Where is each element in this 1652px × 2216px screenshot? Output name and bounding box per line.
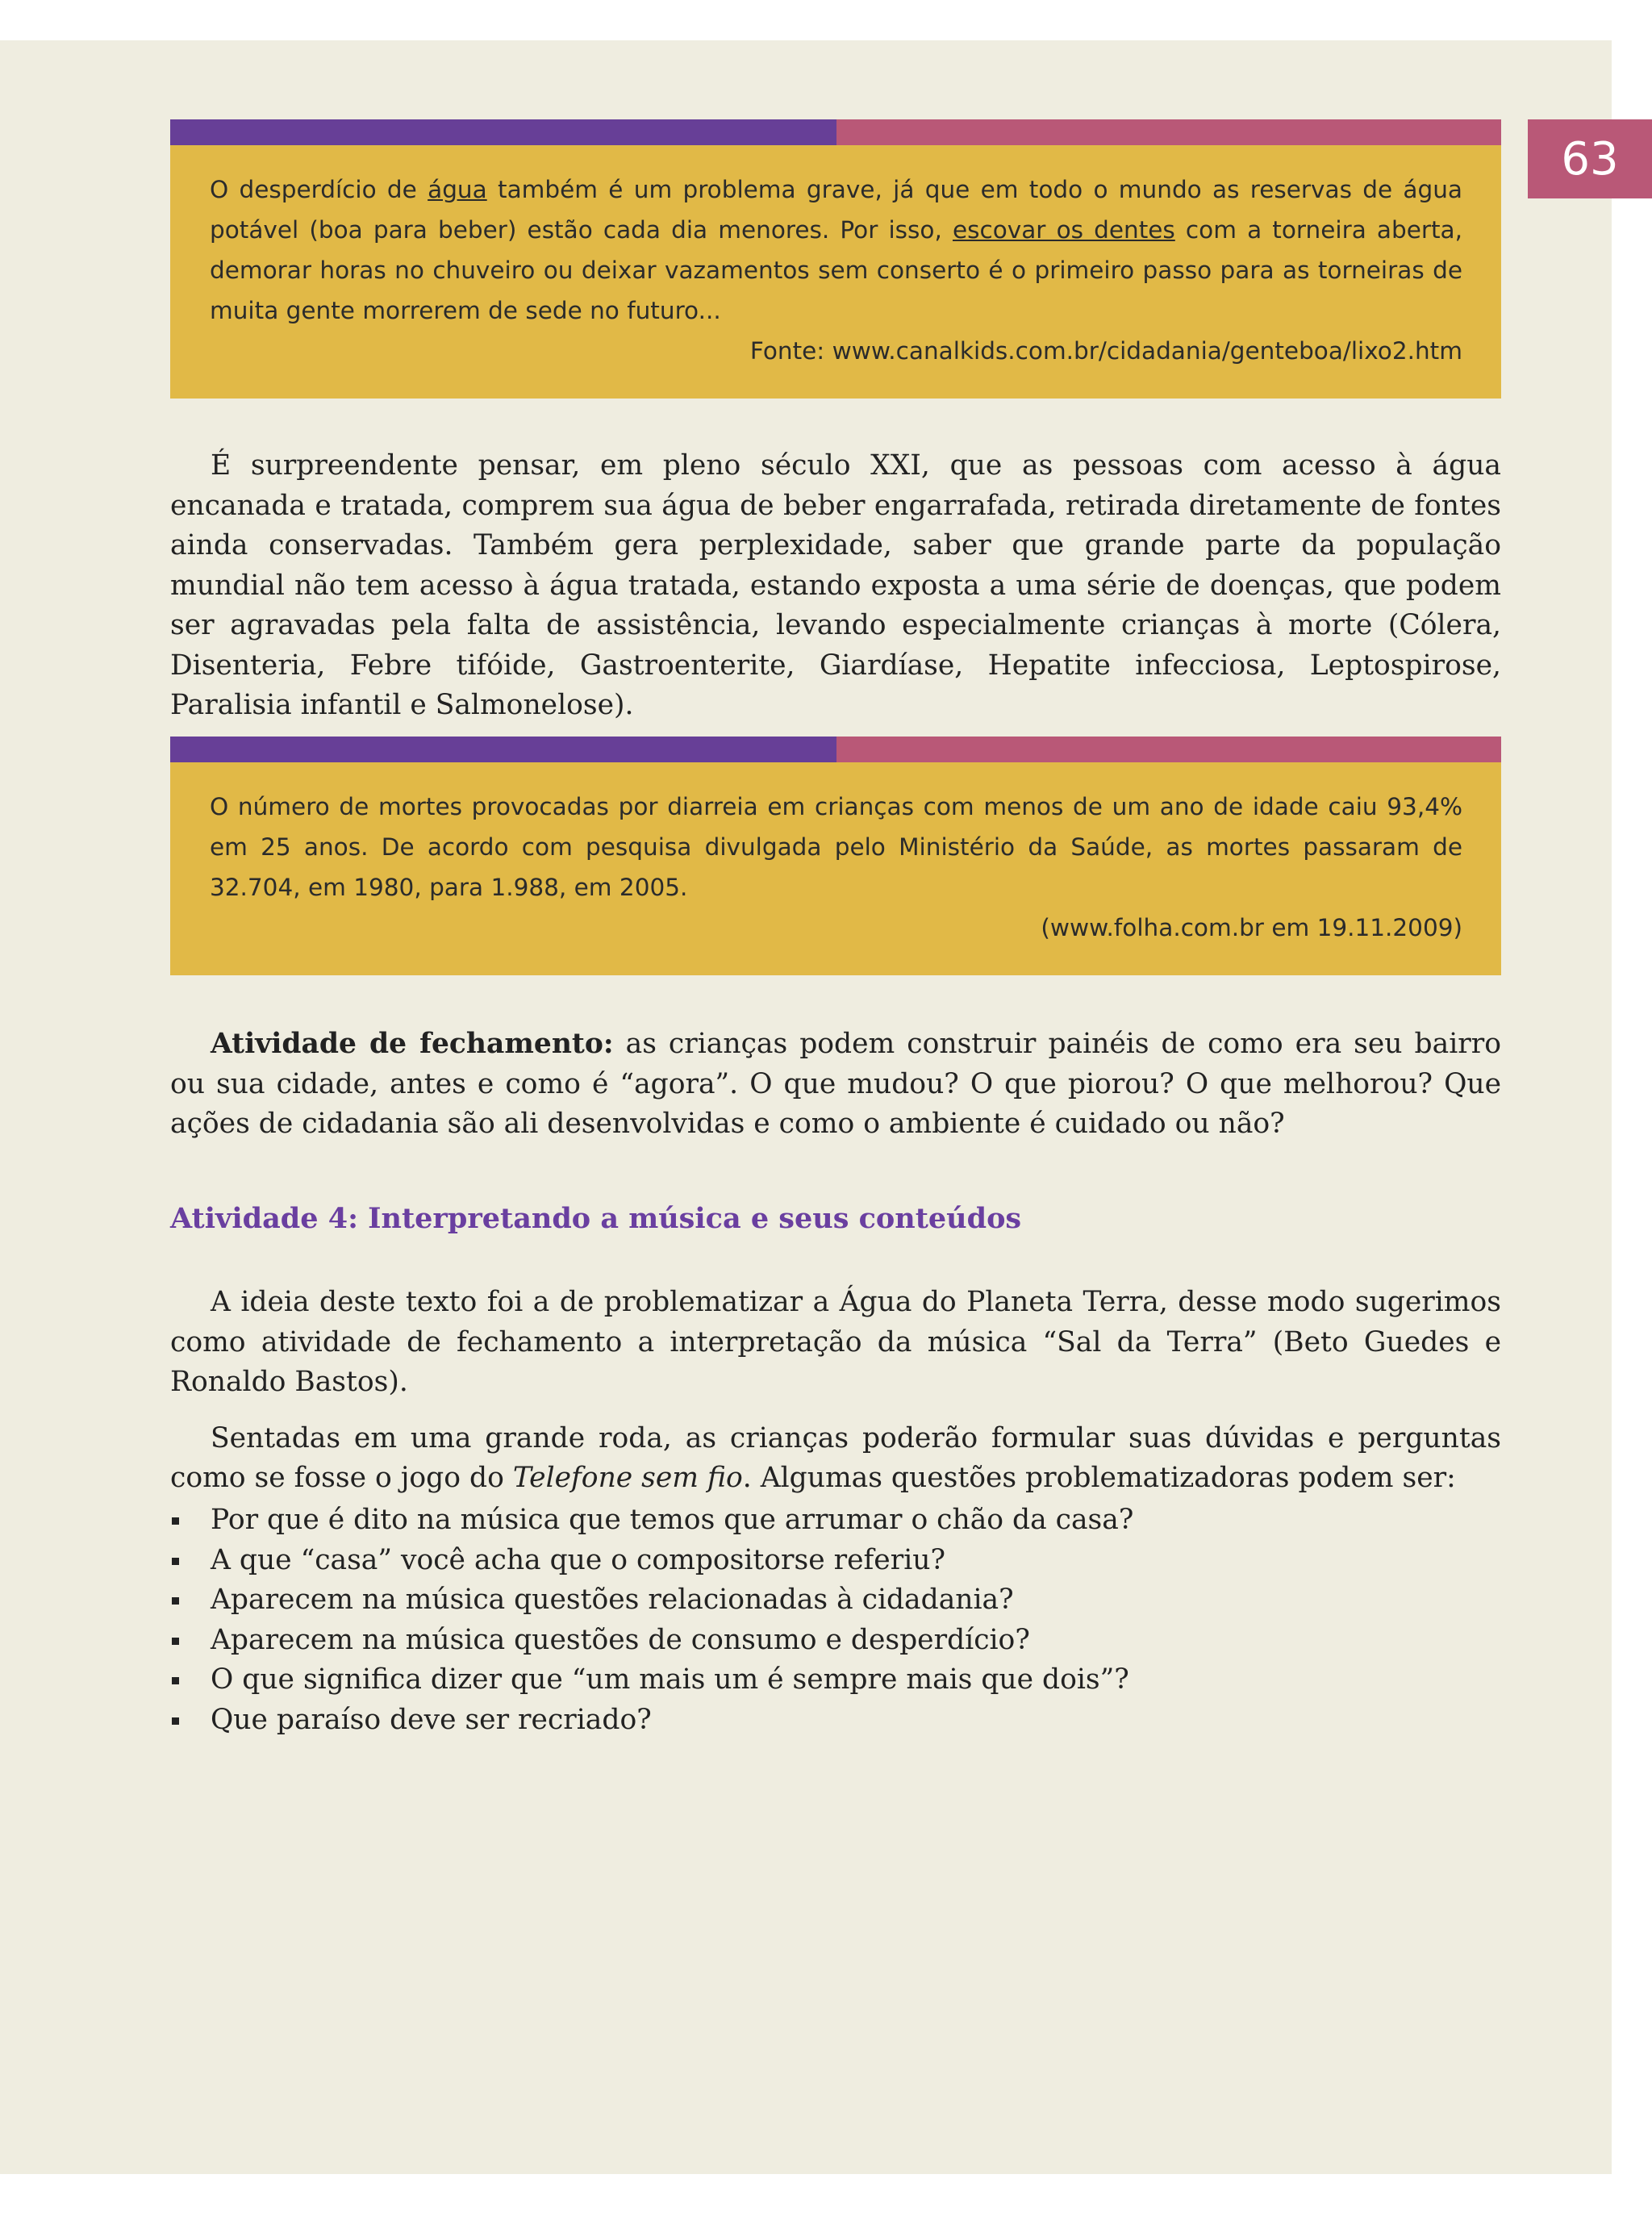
box-source: Fonte: www.canalkids.com.br/cidadania/genteboa/lixo2.htm (749, 337, 1462, 365)
list-item (170, 1621, 1501, 1661)
list-item (170, 1660, 1501, 1701)
box-text-part: com a torneira aberta, demorar horas no chuveiro ou deixar vazamentos sem conserto é o primeiro passo para as torneiras de muita gente morrerem de sede no futuro... (210, 216, 1463, 324)
paragraph-text: A ideia deste texto foi a de problematizar a Água do Planeta Terra, desse modo sugerimos como atividade de fechamento a interpretação da música “Sal da Terra” (Beto Guedes e Ronaldo Bastos). (170, 1286, 1501, 1398)
water-waste-box (170, 119, 1501, 399)
question-text: Aparecem na música questões de consumo e desperdício? (211, 1623, 1030, 1656)
link-agua[interactable]: água (428, 176, 487, 203)
list-item (170, 1580, 1501, 1621)
closing-activity (170, 1025, 1501, 1145)
paragraph-part: . Algumas questões problematizadoras podem ser: (742, 1462, 1456, 1494)
question-text: A que “casa” você acha que o compositorse referiu? (211, 1543, 945, 1576)
link-escovar-os-dentes[interactable]: escovar os dentes (952, 216, 1175, 244)
questions-list (170, 1500, 1501, 1740)
bullet-icon (172, 1677, 179, 1684)
box-text (210, 169, 1462, 331)
question-text: O que significa dizer que “um mais um é sempre mais que dois”? (211, 1663, 1129, 1696)
activity-4-body (170, 1283, 1501, 1499)
box-body (170, 145, 1501, 399)
paragraph-text (170, 1419, 1501, 1499)
box-header-bar (170, 737, 1501, 762)
paragraph-bottled-water (170, 446, 1501, 726)
bar-purple-segment (170, 737, 836, 762)
bullet-icon (172, 1558, 179, 1565)
bar-pink-segment (836, 737, 1501, 762)
question-text: Que paraíso deve ser recriado? (211, 1703, 652, 1736)
bullet-icon (172, 1517, 179, 1525)
bar-purple-segment (170, 119, 836, 145)
box-text-part: O desperdício de (210, 176, 428, 203)
question-text: Por que é dito na música que temos que arrumar o chão da casa? (211, 1504, 1134, 1536)
box-source: (www.folha.com.br em 19.11.2009) (1041, 914, 1462, 941)
game-name: Telefone sem fio (512, 1462, 743, 1494)
bullet-icon (172, 1597, 179, 1605)
box-header-bar (170, 119, 1501, 145)
bar-pink-segment (836, 119, 1501, 145)
list-item (170, 1701, 1501, 1741)
closing-activity-text (170, 1025, 1501, 1145)
list-item (170, 1541, 1501, 1581)
activity-4-heading: Atividade 4: Interpretando a música e seus conteúdos (170, 1202, 1022, 1235)
closing-activity-label: Atividade de fechamento: (211, 1028, 614, 1060)
box-text: O número de mortes provocadas por diarreia em crianças com menos de um ano de idade caiu 93,4% em 25 anos. De acordo com pesquisa divulgada pelo Ministério da Saúde, as mortes passaram de 32.704, em 1980, para 1.988, em 2005. (210, 793, 1462, 901)
diarrhea-deaths-box (170, 737, 1501, 975)
bullet-icon (172, 1638, 179, 1645)
box-text-part: também é um problema grave, já que em todo o mundo as reservas de água potável (boa para beber) estão cada dia menores. Por isso, (210, 176, 1462, 244)
question-text: Aparecem na música questões relacionadas à cidadania? (211, 1584, 1014, 1616)
paragraph-part: Sentadas em uma grande roda, as crianças poderão formular suas dúvidas e perguntas como se fosse o jogo do (170, 1421, 1501, 1494)
list-item (170, 1500, 1501, 1541)
page-number: 63 (1528, 119, 1652, 198)
closing-activity-body: as crianças podem construir painéis de como era seu bairro ou sua cidade, antes e como é “agora”. O que mudou? O que piorou? O que melhorou? Que ações de cidadania são ali desenvolvidas e como o ambiente é cuidado ou não? (170, 1028, 1501, 1140)
paragraph-text: É surpreendente pensar, em pleno século XXI, que as pessoas com acesso à água encanada e tratada, comprem sua água de beber engarrafada, retirada diretamente de fontes ainda conservadas. Também gera perplexidade, saber que grande parte da população mundial não tem acesso à água tratada, estando exposta a uma série de doenças, que podem ser agravadas pela falta de assistência, levando especialmente crianças à morte (Cólera, Disenteria, Febre tifóide, Gastroenterite, Giardíase, Hepatite infecciosa, Leptospirose, Paralisia infantil e Salmonelose). (170, 449, 1501, 721)
box-body (170, 762, 1501, 975)
bullet-icon (172, 1717, 179, 1725)
